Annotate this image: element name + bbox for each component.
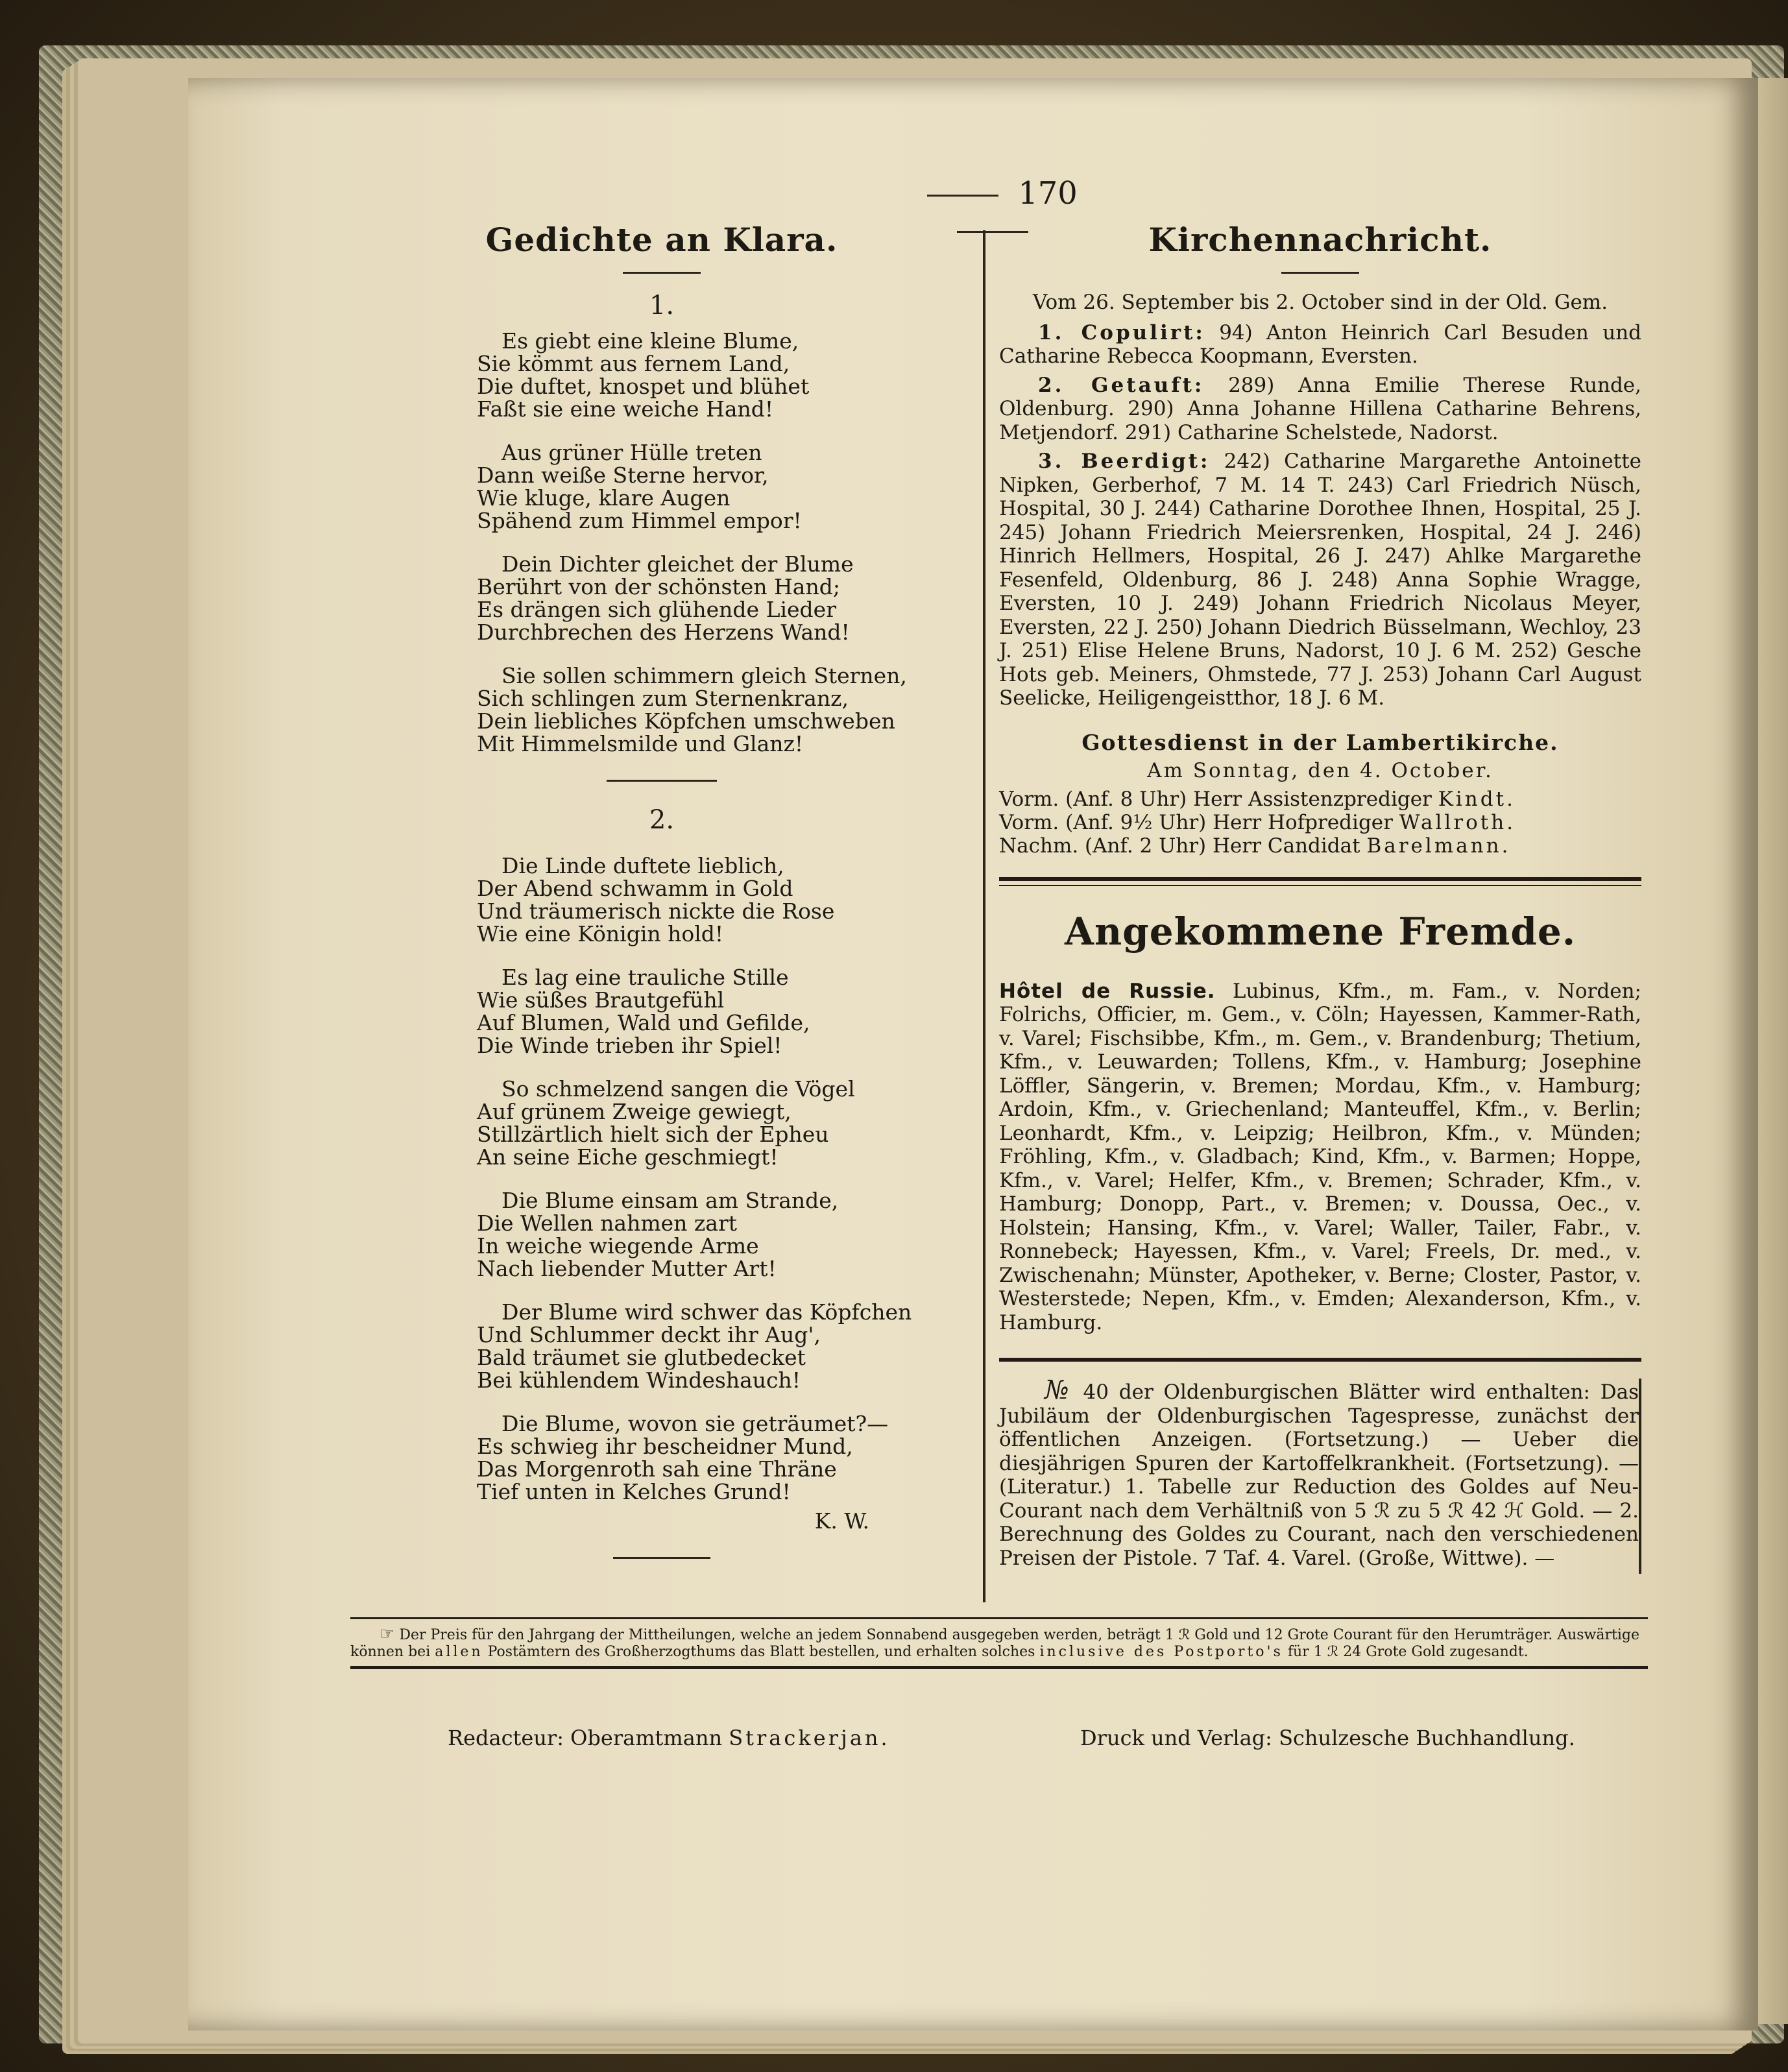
verse-line: Berührt von der schönsten Hand; — [477, 574, 840, 599]
poem-separator-rule — [607, 780, 717, 782]
title-rule — [1281, 272, 1359, 274]
preacher-name: Kindt. — [1438, 787, 1516, 811]
poem-2-stanza-4 — [477, 1189, 908, 1280]
verse-line: Das Morgenroth sah eine Thräne — [477, 1456, 837, 1482]
editor-line — [448, 1726, 890, 1750]
poem-1-stanza-4 — [477, 664, 908, 755]
marriages-paragraph — [999, 321, 1641, 368]
notice-spaced: allen — [435, 1644, 483, 1660]
service-date: Am Sonntag, den 4. October. — [1147, 758, 1493, 782]
notice-text: 40 der Oldenburgischen Blätter wird enthalten: Das Jubiläum der Oldenburgischen Tagespresse, zunächst der öffentlichen Anzeigen. (Fortsetzung.) — Ueber die diesjährigen Spuren der Kartoffelkrankheit. (Fortsetzung). — (Literatur.) 1. Tabelle zur Reduction des Goldes auf Neu-Courant nach dem Verhältniß von 5 ℛ zu 5 ℛ 42 ℋ Gold. — 2. Berechnung des Goldes zu Courant, nach den verschiedenen Preisen der Pistole. 7 Taf. 4. Varel. (Große, Wittwe). — — [999, 1380, 1639, 1570]
verse-line: Der Blume wird schwer das Köpfchen — [501, 1299, 912, 1325]
poem-2-number: 2. — [649, 805, 675, 835]
poem-1-stanza-2 — [477, 441, 908, 532]
verse-line: Sich schlingen zum Sternenkranz, — [477, 686, 849, 711]
poems-title: Gedichte an Klara. — [485, 221, 838, 259]
burials-text: 242) Catharine Margarethe Antoinette Nipken, Gerberhof, 7 M. 14 T. 243) Carl Friedrich Nüsch, Hospital, 30 J. 244) Catharine Dorothee Ihnen, Hospital, 25 J. 245) Johann Friedrich Meiersrenken, Hospital, 24 J. 246) Hinrich Hellmers, Hospital, 26 J. 247) Ahlke Margarethe Fesenfeld, Oldenburg, 86 J. 248) Anna Sophie Wragge, Eversten, 10 J. 249) Johann Friedrich Nicolaus Meyer, Eversten, 22 J. 250) Johann Diedrich Büsselmann, Wechloy, 23 J. 251) Elise Helene Bruns, Nadorst, 10 J. 6 M. 252) Gesche Hots geb. Meiners, Ohmstede, 77 J. 253) Johann Carl August Seelicke, Heiligengeistthor, 18 J. 6 M. — [999, 450, 1641, 710]
verse-line: Sie kömmt aus fernem Land, — [477, 351, 790, 376]
verse-line: Aus grüner Hülle treten — [501, 440, 762, 465]
poem-2-stanza-6 — [477, 1412, 908, 1503]
verse-line: Es lag eine trauliche Stille — [501, 965, 789, 990]
church-news-intro: Vom 26. September bis 2. October sind in der Old. Gem. — [1032, 291, 1608, 314]
notice-part: Postämtern des Großherzogthums das Blatt bestellen, und erhalten solches — [487, 1644, 1035, 1660]
verse-line: Wie süßes Brautgefühl — [477, 987, 725, 1013]
verse-line: Auf grünem Zweige gewiegt, — [477, 1099, 791, 1124]
number-sign: № — [1045, 1375, 1073, 1405]
verse-line: Tief unten in Kelches Grund! — [477, 1479, 791, 1504]
verse-line: Die duftet, knospet und blühet — [477, 374, 810, 399]
verse-line: Auf Blumen, Wald und Gefilde, — [477, 1010, 810, 1035]
verse-line: Und Schlummer deckt ihr Aug', — [477, 1322, 821, 1347]
baptisms-text: 289) Anna Emilie Therese Runde, Oldenburg. 290) Anna Johanne Hillena Catharine Behrens, Metjendorf. 291) Catharine Schelstede, Nadorst. — [999, 373, 1641, 444]
marriages-label: 1. Copulirt: — [1038, 320, 1205, 344]
poem-2-stanza-1 — [477, 854, 908, 945]
verse-line: Der Abend schwamm in Gold — [477, 876, 793, 901]
section-rule-thick — [999, 877, 1641, 881]
burials-paragraph — [999, 450, 1641, 710]
notice-part: Der Preis für den Jahrgang der Mittheilungen, welche an jedem Sonnabend ausgegeben werden, beträgt 1 ℛ Gold und 12 Grote Courant für den Herumträger. Auswärtige können bei — [350, 1627, 1639, 1660]
verse-line: In weiche wiegende Arme — [477, 1233, 759, 1259]
verse-line: Bald träumet sie glutbedecket — [477, 1345, 806, 1370]
end-rule — [613, 1557, 710, 1559]
section-rule-thin — [999, 885, 1641, 886]
verse-line: An seine Eiche geschmiegt! — [477, 1144, 779, 1170]
page-number: 170 — [1018, 175, 1078, 211]
section-rule-thick — [999, 1358, 1641, 1362]
burials-label: 3. Beerdigt: — [1038, 450, 1211, 473]
editor-name: Strackerjan. — [729, 1726, 890, 1750]
arrivals-text: Lubinus, Kfm., m. Fam., v. Norden; Folrichs, Officier, m. Gem., v. Cöln; Hayessen, Kammer-Rath, v. Varel; Fischsibbe, Kfm., m. Gem., v. Brandenburg; Thetium, Kfm., v. Leuwarden; Tollens, Kfm., v. Hamburg; Josephine Löffler, Sängerin, v. Bremen; Mordau, Kfm., v. Hamburg; Ardoin, Kfm., v. Griechenland; Manteuffel, Kfm., v. Berlin; Leonhardt, Kfm., v. Leipzig; Heilbron, Kfm., v. Münden; Fröhling, Kfm., v. Gladbach; Kind, Kfm., v. Barmen; Hoppe, Kfm., v. Varel; Helfer, Kfm., v. Bremen; Schrader, Kfm., v. Hamburg; Donopp, Part., v. Bremen; v. Doussa, Oec., v. Holstein; Hansing, Kfm., v. Varel; Waller, Tailer, Fabr., v. Ronnebeck; Hayessen, Kfm., v. Varel; Freels, Dr. med., v. Zwischenahn; Münster, Apotheker, v. Berne; Closter, Pastor, v. Westerstede; Nepen, Kfm., v. Emden; Alexanderson, Kfm., v. Hamburg. — [999, 979, 1641, 1334]
preacher-name: Wallroth. — [1399, 810, 1516, 834]
poem-2-stanza-5 — [477, 1299, 912, 1393]
service-row — [999, 834, 1641, 858]
left-column — [415, 221, 912, 1582]
right-column — [999, 221, 1641, 1574]
service-row — [999, 811, 1641, 834]
verse-line: Es giebt eine kleine Blume, — [501, 328, 799, 354]
verse-line: Die Winde trieben ihr Spiel! — [477, 1033, 782, 1058]
poem-1-stanza-3 — [477, 553, 908, 644]
verse-line: Spähend zum Himmel empor! — [477, 508, 802, 533]
verse-line: Dann weiße Sterne hervor, — [477, 463, 769, 488]
verse-line: Mit Himmelsmilde und Glanz! — [477, 731, 804, 756]
service-title: Gottesdienst in der Lambertikirche. — [1081, 729, 1559, 755]
service-row — [999, 788, 1641, 811]
poem-2-stanza-2 — [477, 966, 908, 1057]
verse-line: Wie eine Königin hold! — [477, 921, 724, 946]
verse-line: Faßt sie eine weiche Hand! — [477, 396, 774, 422]
arrivals-title: Angekommene Fremde. — [1064, 909, 1577, 954]
verse-line: Sie sollen schimmern gleich Sternen, — [501, 663, 907, 688]
verse-line: Durchbrechen des Herzens Wand! — [477, 620, 850, 645]
notice-paragraph — [999, 1375, 1641, 1574]
poem-signature: K. W. — [814, 1508, 869, 1534]
verse-line: Dein liebliches Köpfchen umschweben — [477, 708, 895, 734]
notice-spaced: inclusive des Postporto's — [1039, 1644, 1283, 1660]
service-time: Vorm. (Anf. 9½ Uhr) Herr Hofprediger — [999, 810, 1393, 834]
arrivals-paragraph — [999, 980, 1641, 1335]
title-rule — [623, 272, 701, 274]
hotel-name: Hôtel de Russie. — [999, 979, 1216, 1003]
subscription-notice — [350, 1617, 1648, 1669]
church-news-title: Kirchennachricht. — [1148, 221, 1492, 259]
notice-part: für 1 ℛ 24 Grote Gold zugesandt. — [1287, 1644, 1528, 1660]
verse-line: Die Blume, wovon sie geträumet?— — [501, 1411, 889, 1436]
marriages-text: 94) Anton Heinrich Carl Besuden und Catharine Rebecca Koopmann, Eversten. — [999, 320, 1641, 368]
verse-line: Dein Dichter gleichet der Blume — [501, 551, 854, 577]
poem-1-stanza-1 — [477, 330, 908, 420]
verse-line: Bei kühlendem Windeshauch! — [477, 1367, 801, 1393]
baptisms-paragraph — [999, 374, 1641, 445]
verse-line: Und träumerisch nickte die Rose — [477, 898, 835, 924]
verse-line: Die Blume einsam am Strande, — [501, 1188, 839, 1213]
editor-label: Redacteur: Oberamtmann — [448, 1726, 723, 1750]
verse-line: Die Linde duftete lieblich, — [501, 853, 784, 878]
verse-line: Nach liebender Mutter Art! — [477, 1256, 777, 1281]
poem-1-number: 1. — [649, 291, 675, 320]
header-rule-left — [927, 195, 998, 197]
preacher-name: Barelmann. — [1366, 834, 1511, 858]
verse-line: Wie kluge, klare Augen — [477, 485, 731, 511]
poem-2-stanza-3 — [477, 1078, 908, 1168]
subscription-text — [350, 1626, 1648, 1661]
verse-line: Es drängen sich glühende Lieder — [477, 597, 836, 622]
publisher-line: Druck und Verlag: Schulzesche Buchhandlung. — [1080, 1726, 1575, 1750]
service-time: Nachm. (Anf. 2 Uhr) Herr Candidat — [999, 834, 1360, 858]
verse-line: Es schwieg ihr bescheidner Mund, — [477, 1434, 853, 1459]
column-divider — [983, 230, 985, 1602]
verse-line: Die Wellen nahmen zart — [477, 1211, 738, 1236]
pointing-hand-icon: ☞ — [380, 1624, 395, 1644]
verse-line: Stillzärtlich hielt sich der Epheu — [477, 1122, 829, 1147]
baptisms-label: 2. Getauft: — [1038, 373, 1205, 397]
verse-line: So schmelzend sangen die Vögel — [501, 1076, 855, 1102]
service-time: Vorm. (Anf. 8 Uhr) Herr Assistenzprediger — [999, 787, 1432, 811]
